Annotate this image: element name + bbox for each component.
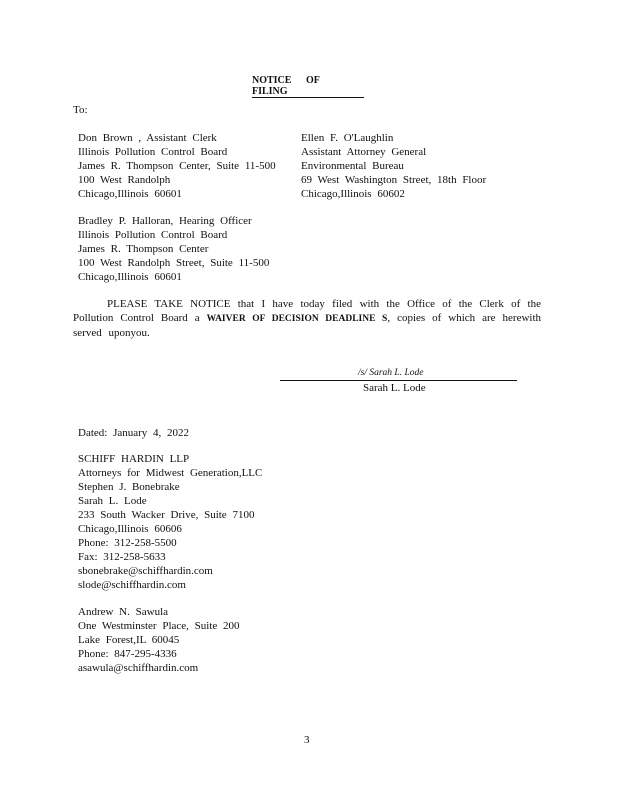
recipient-line: 100 West Randolph xyxy=(78,174,171,186)
signature-line xyxy=(280,380,517,381)
to-label: To: xyxy=(73,104,88,116)
recipient-line: Chicago,Illinois 60601 xyxy=(78,188,182,200)
firm-line: Attorneys for Midwest Generation,LLC xyxy=(78,467,263,479)
page-number: 3 xyxy=(304,734,310,746)
document-title: NOTICE OF FILING xyxy=(252,75,364,98)
recipient-attorney-general xyxy=(301,131,486,201)
firm-line: Sarah L. Lode xyxy=(78,495,147,507)
recipient-line: Ellen F. O'Laughlin xyxy=(301,132,394,144)
firm-block xyxy=(78,452,262,592)
recipient-line: James R. Thompson Center, Suite 11-500 xyxy=(78,160,276,172)
firm-line: 233 South Wacker Drive, Suite 7100 xyxy=(78,509,255,521)
electronic-signature: /s/ Sarah L. Lode xyxy=(358,368,424,378)
firm-line: Fax: 312-258-5633 xyxy=(78,551,166,563)
recipient-line: Chicago,Illinois 60601 xyxy=(78,271,182,283)
attorney-line: One Westminster Place, Suite 200 xyxy=(78,620,240,632)
recipient-line: Don Brown , Assistant Clerk xyxy=(78,132,217,144)
recipient-line: James R. Thompson Center xyxy=(78,243,209,255)
attorney-line: Lake Forest,IL 60045 xyxy=(78,634,180,646)
recipient-hearing-officer xyxy=(78,214,269,284)
recipient-clerk xyxy=(78,131,276,201)
firm-line: SCHIFF HARDIN LLP xyxy=(78,453,190,465)
recipient-line: 69 West Washington Street, 18th Floor xyxy=(301,174,487,186)
recipient-line: Illinois Pollution Control Board xyxy=(78,229,228,241)
notice-text-end: , copies of which are herewith served uponyou. xyxy=(73,312,542,339)
firm-line: Chicago,Illinois 60606 xyxy=(78,523,182,535)
notice-paragraph xyxy=(73,297,541,340)
attorney-line: Andrew N. Sawula xyxy=(78,606,169,618)
firm-line: Stephen J. Bonebrake xyxy=(78,481,180,493)
firm-email: sbonebrake@schiffhardin.com xyxy=(78,565,213,577)
recipient-line: Chicago,Illinois 60602 xyxy=(301,188,405,200)
date-line: Dated: January 4, 2022 xyxy=(78,427,190,439)
firm-line: Phone: 312-258-5500 xyxy=(78,537,177,549)
attorney-line: Phone: 847-295-4336 xyxy=(78,648,177,660)
recipient-line: Environmental Bureau xyxy=(301,160,404,172)
attorney-block xyxy=(78,605,240,675)
signer-name: Sarah L. Lode xyxy=(363,382,426,394)
recipient-line: Bradley P. Halloran, Hearing Officer xyxy=(78,215,252,227)
firm-email: slode@schiffhardin.com xyxy=(78,579,186,591)
recipient-line: 100 West Randolph Street, Suite 11-500 xyxy=(78,257,270,269)
notice-document-name: WAIVER OF DECISION DEADLINE S xyxy=(206,314,388,324)
attorney-email: asawula@schiffhardin.com xyxy=(78,662,199,674)
recipient-line: Assistant Attorney General xyxy=(301,146,427,158)
recipient-line: Illinois Pollution Control Board xyxy=(78,146,228,158)
notice-text: PLEASE TAKE NOTICE that I have today filed with the Office of the Clerk of the Pollution Control Board a xyxy=(73,298,541,324)
